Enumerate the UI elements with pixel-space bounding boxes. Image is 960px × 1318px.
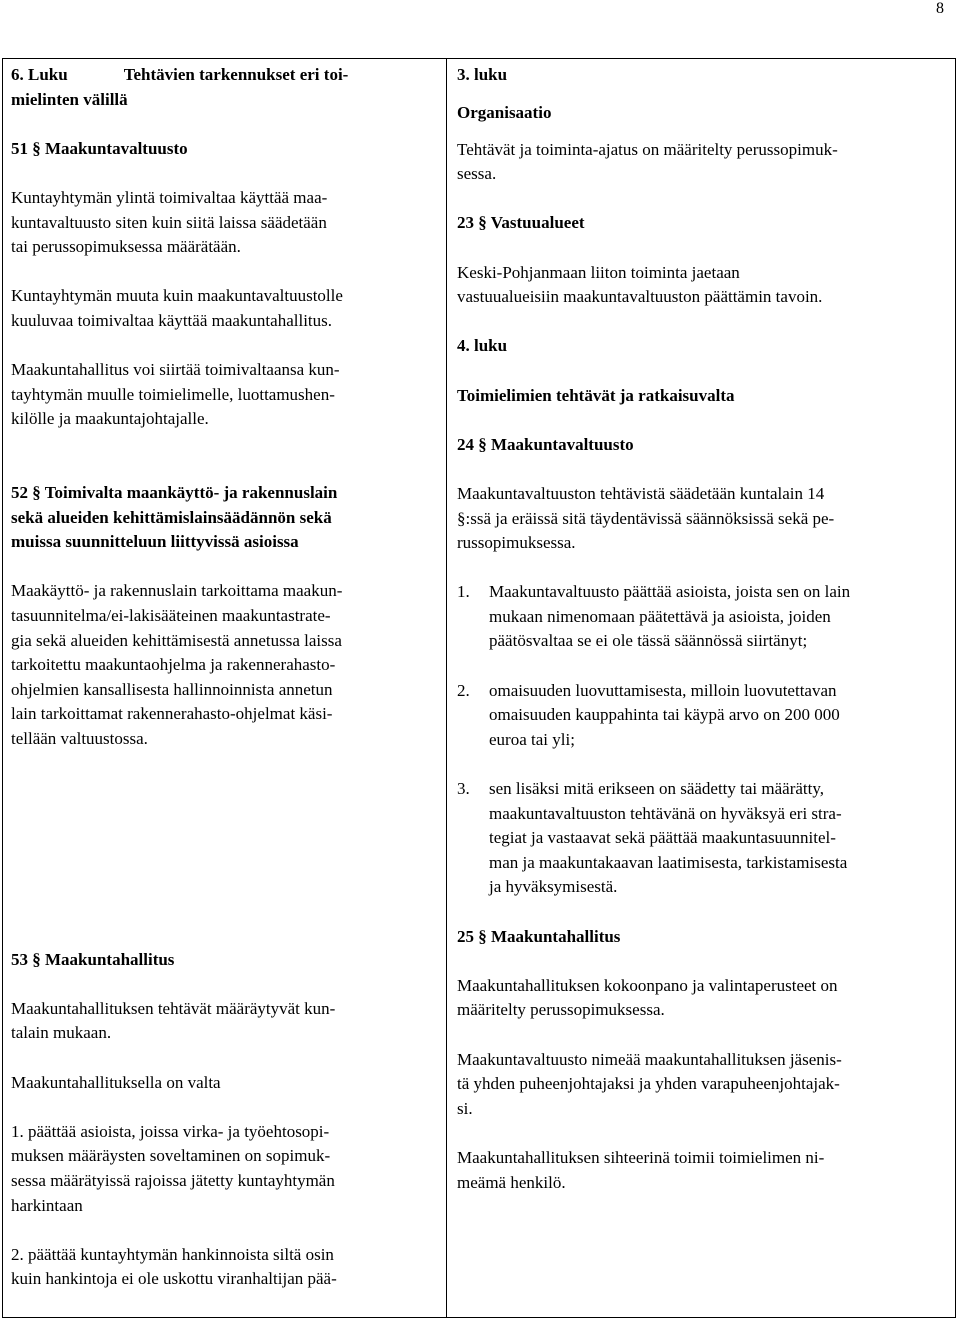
chapter-3-heading: 3. luku (457, 65, 508, 84)
section-52-heading: 52 § Toimivalta maankäyttö- ja rakennuslain sekä alueiden kehittämislainsäädännön sekä muissa suunnitteluun liittyvissä asioissa (11, 483, 338, 552)
section-53-paragraph-2: Maakuntahallituksella on valta (11, 1072, 221, 1092)
section-51-paragraph-1: Kuntayhtymän ylintä toimivaltaa käyttää maa- kuntavaltuusto siten kuin siitä laissa säädetään tai perussopimuksessa määrätään. (11, 187, 328, 257)
section-23-paragraph: Keski-Pohjanmaan liiton toiminta jaetaan vastuualueisiin maakuntavaltuuston päättämin tavoin. (457, 262, 823, 307)
section-53-paragraph-1: Maakuntahallituksen tehtävät määräytyvät kun- talain mukaan. (11, 998, 336, 1043)
section-24-paragraph: Maakuntavaltuuston tehtävistä säädetään kuntalain 14 §:ssä ja eräissä sitä täydentävissä säännöksissä sekä pe- russopimuksessa. (457, 483, 835, 553)
chapter-4-heading: 4. luku (457, 336, 508, 356)
section-53-heading: 53 § Maakuntahallitus (11, 949, 175, 969)
left-column (3, 59, 447, 1317)
section-51-heading: 51 § Maakuntavaltuusto (11, 138, 188, 158)
section-52-paragraph-1: Maakäyttö- ja rakennuslain tarkoittama maakun- tasuunnitelma/ei-lakisääteinen maakuntastrate- gia sekä alueiden kehittämisestä annetussa laissa tarkoitettu maakuntaohjelma ja rakennerahasto- ohjelmien kansallisesta hallinnoinnista annetun lain tarkoittamat rakennerahasto-ohjelmat käsi- tellään valtuustossa. (11, 581, 343, 749)
section-23-heading: 23 § Vastuualueet (457, 213, 585, 233)
section-25-paragraph-2: Maakuntavaltuusto nimeää maakuntahallituksen jäsenis- tä yhden puheenjohtajaksi ja yhden varapuheenjohtajak- si. (457, 1049, 842, 1118)
section-51-paragraph-3: Maakuntahallitus voi siirtää toimivaltaansa kun- tayhtymän muulle toimielimelle, luottamushen- kilölle ja maakuntajohtajalle. (11, 360, 340, 429)
chapter-3-title: Organisaatio (457, 102, 552, 122)
list-item: 2. omaisuuden luovuttamisesta, milloin luovutettavan omaisuuden kauppahinta tai käypä arvo on 200 000 euroa tai yli; (457, 680, 840, 749)
section-25-paragraph-3: Maakuntahallituksen sihteerinä toimii toimielimen ni- meämä henkilö. (457, 1147, 825, 1192)
section-25-heading: 25 § Maakuntahallitus (457, 926, 621, 946)
section-24-list (457, 580, 949, 900)
section-53-item-1: 1. päättää asioista, joissa virka- ja työehtosopi- muksen määräysten soveltaminen on sopimuk- sessa määrätyissä rajoissa jätetty kuntayhtymän harkintaan (11, 1121, 335, 1215)
right-column (447, 59, 955, 1317)
chapter-heading-cont: mielinten välillä (11, 89, 128, 109)
chapter-3-paragraph: Tehtävät ja toiminta-ajatus on määritelty perussopimuk- sessa. (457, 139, 838, 184)
list-item: 1. Maakuntavaltuusto päättää asioista, joista sen on lain mukaan nimenomaan päätettävä ja asioista, joiden päätösvaltaa se ei ole tässä säännössä siirtänyt; (457, 582, 851, 651)
list-item: 3. sen lisäksi mitä erikseen on säädetty tai määrätty, maakuntavaltuuston tehtävänä on hyväksyä eri stra- tegiat ja vastaavat sekä päättää maakuntasuunnitel- man ja maakuntakaavan laatimisesta, tarkistamisesta ja hyväksymisestä. (457, 779, 848, 897)
section-24-heading: 24 § Maakuntavaltuusto (457, 434, 634, 454)
section-51-paragraph-2: Kuntayhtymän muuta kuin maakuntavaltuustolle kuuluvaa toimivaltaa käyttää maakuntahallitus. (11, 286, 343, 330)
page-number: 8 (936, 0, 944, 17)
chapter-heading: 6. Luku Tehtävien tarkennukset eri toi- (11, 65, 349, 84)
chapter-4-title: Toimielimien tehtävät ja ratkaisuvalta (457, 385, 735, 405)
section-53-item-2: 2. päättää kuntayhtymän hankinnoista siltä osin kuin hankintoja ei ole uskottu viranhaltijan pää- (11, 1244, 337, 1289)
section-25-paragraph-1: Maakuntahallituksen kokoonpano ja valintaperusteet on määritelty perussopimuksessa. (457, 975, 838, 1020)
two-column-table (2, 58, 956, 1318)
